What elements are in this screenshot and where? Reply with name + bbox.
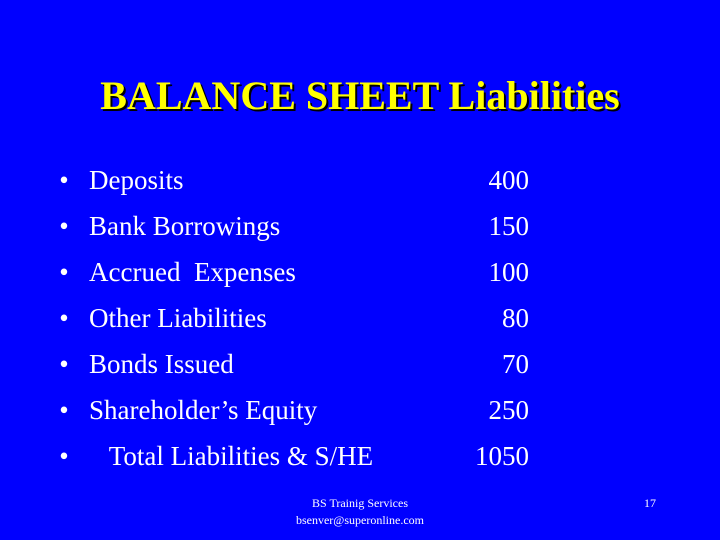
item-value: 100 — [488, 257, 529, 287]
bullet-icon: • — [59, 257, 69, 287]
item-label: Total Liabilities & S/HE — [89, 441, 374, 471]
item-value: 150 — [488, 211, 529, 241]
list-item-total — [0, 433, 720, 479]
slide-footer — [210, 495, 510, 529]
footer-email: bsenver@superonline.com — [295, 513, 424, 527]
slide-title: BALANCE SHEET Liabilities — [100, 73, 620, 118]
list-item — [0, 387, 720, 433]
item-label: Accrued Expenses — [89, 257, 296, 287]
list-item — [0, 341, 720, 387]
bullet-icon: • — [59, 303, 69, 333]
list-item — [0, 157, 720, 203]
list-item — [0, 295, 720, 341]
item-value: 70 — [502, 349, 529, 379]
list-item — [0, 249, 720, 295]
page-number: 17 — [644, 496, 656, 510]
item-value: 80 — [502, 303, 529, 333]
footer-company: BS Trainig Services — [311, 496, 408, 510]
bullet-icon: • — [59, 349, 69, 379]
bullet-icon: • — [59, 165, 69, 195]
bullet-icon: • — [59, 395, 69, 425]
item-label: Bonds Issued — [89, 349, 234, 379]
item-label: Shareholder’s Equity — [89, 395, 318, 425]
item-label: Other Liabilities — [89, 303, 267, 333]
bullet-icon: • — [59, 441, 69, 471]
item-label: Bank Borrowings — [89, 211, 281, 241]
item-value: 250 — [488, 395, 529, 425]
item-label: Deposits — [89, 165, 184, 195]
item-value: 400 — [488, 165, 529, 195]
liabilities-list — [0, 157, 720, 479]
bullet-icon: • — [59, 211, 69, 241]
item-value: 1050 — [475, 441, 529, 471]
list-item — [0, 203, 720, 249]
